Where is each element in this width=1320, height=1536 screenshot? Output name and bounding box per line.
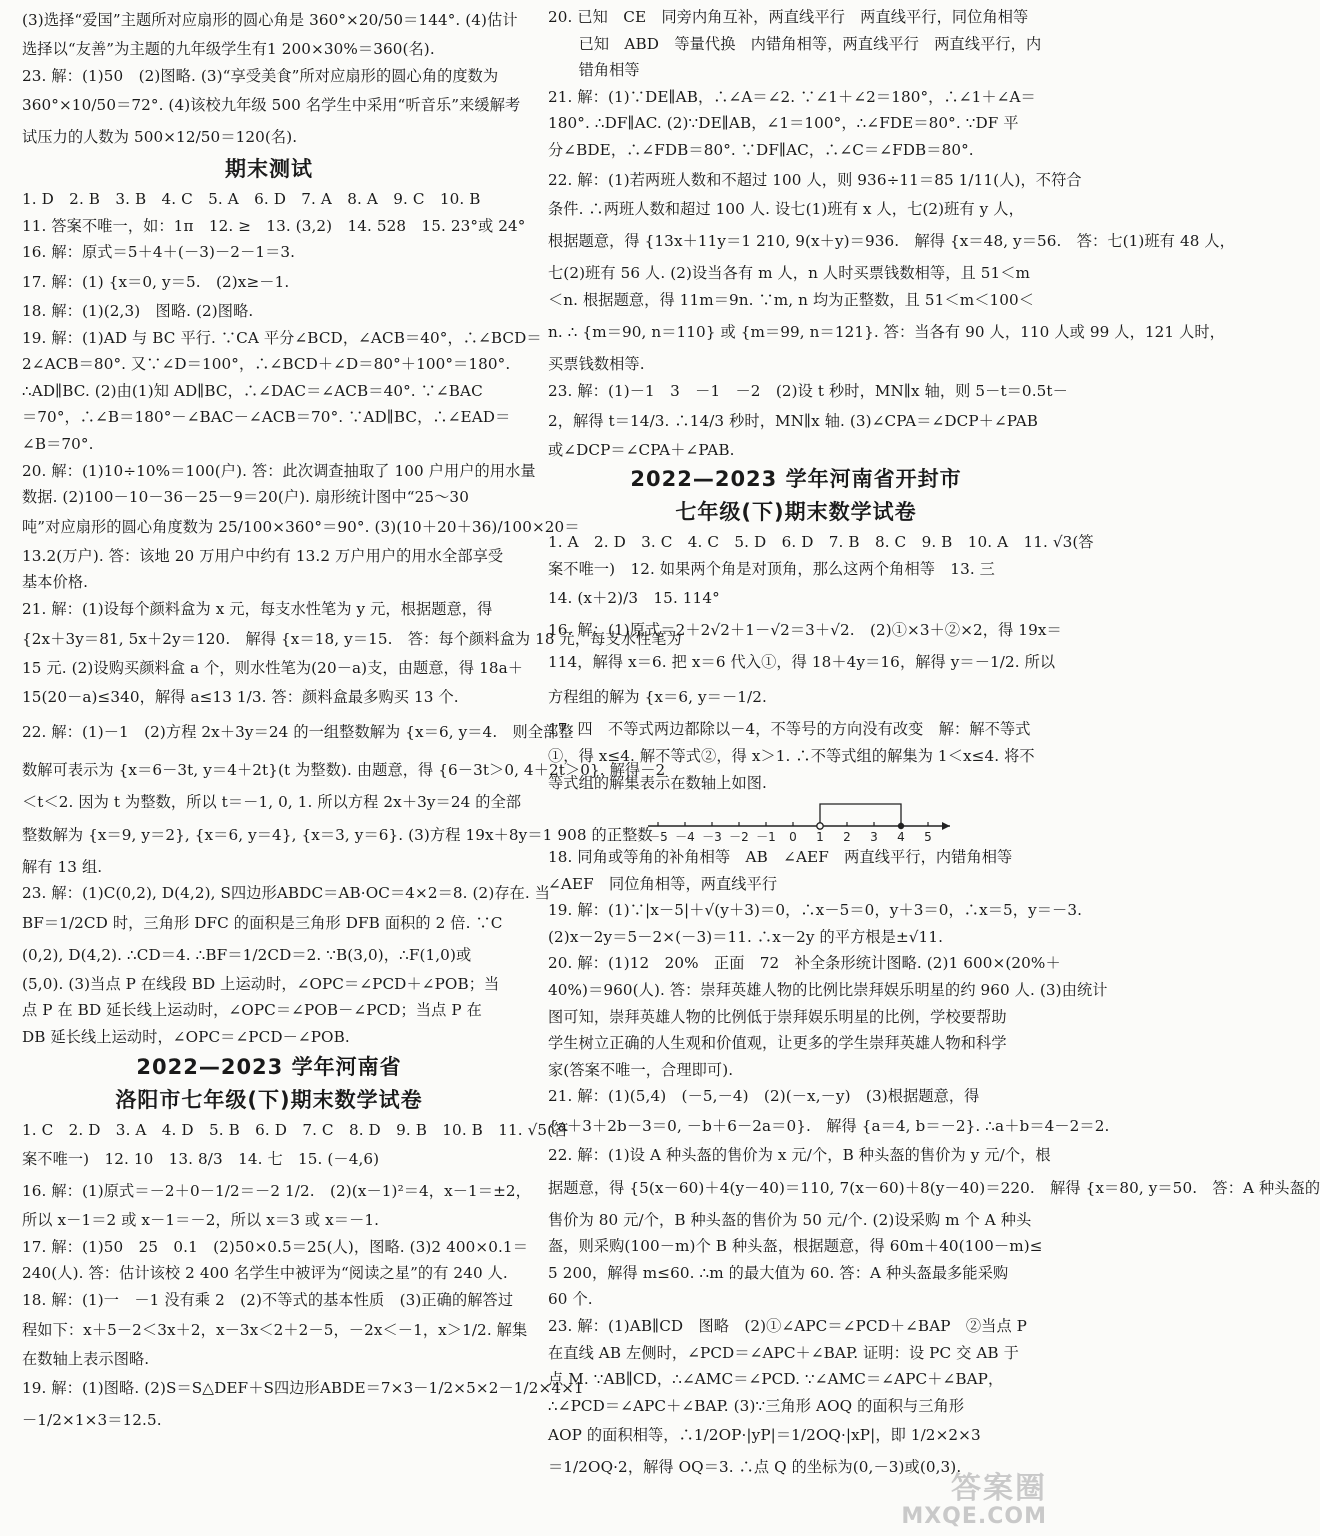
text-line: 17. 四 不等式两边都除以－4，不等号的方向没有改变 解：解不等式 [548,720,1031,739]
text-line: 家(答案不唯一，合理即可). [548,1060,734,1079]
number-line-tick-label: 1 [816,830,824,845]
text-line: 240(人). 答：估计该校 2 400 名学生中被评为“阅读之星”的有 240 人. [22,1264,508,1283]
text-line: (0,2), D(4,2). ∴CD＝4. ∴BF＝1/2CD＝2. ∵B(3,0)，∴F(1,0)或 [22,945,472,964]
number-line-svg [646,798,956,844]
text-line: 21. 解：(1)设每个颜料盒为 x 元，每支水性笔为 y 元，根据题意，得 [22,599,493,618]
watermark-url: MXQE.COM [901,1503,1047,1529]
number-line-tick-label: －5 [648,830,668,845]
text-line: 学生树立正确的人生观和价值观，让更多的学生崇拜英雄人物和科学 [548,1034,1007,1053]
section-title-final-test: 期末测试 [225,157,313,182]
text-line: 买票钱数相等. [548,355,645,374]
text-line: 条件. ∴两班人数和超过 100 人. 设七(1)班有 x 人，七(2)班有 y 人， [548,199,1024,218]
number-line-tick-label: －1 [756,830,776,845]
number-line-tick-label: 3 [870,830,878,845]
text-line: 选择以“友善”为主题的九年级学生有1 200×30%＝360(名). [22,40,435,58]
text-line: 22. 解：(1)设 A 种头盔的售价为 x 元/个，B 种头盔的售价为 y 元/个，根 [548,1146,1051,1165]
text-line: 所以 x－1＝2 或 x－1＝－2，所以 x＝3 或 x＝－1. [22,1211,380,1230]
section-title-luoyang-line2: 洛阳市七年级(下)期末数学试卷 [115,1087,423,1112]
text-line: 40%)＝960(人). 答：崇拜英雄人物的比例比崇拜娱乐明星的约 960 人. (3)由统计 [548,981,1108,1000]
text-line: 售价为 80 元/个，B 种头盔的售价为 50 元/个. (2)设采购 m 个 A 种头 [548,1210,1032,1229]
text-line: ①，得 x≤4. 解不等式②，得 x＞1. ∴不等式组的解集为 1＜x≤4. 将不 [548,746,1035,765]
text-line: 在数轴上表示图略. [22,1349,150,1368]
text-line: ∠AEF 同位角相等，两直线平行 [548,874,778,893]
text-line: 23. 解：(1)AB∥CD 图略 (2)①∠APC＝∠PCD＋∠BAP ②当点 P [548,1317,1027,1335]
text-line: 2，解得 t＝14/3. ∴14/3 秒时，MN∥x 轴. (3)∠CPA＝∠DCP＋∠PAB [548,411,1039,430]
text-line: 22. 解：(1)－1 (2)方程 2x＋3y＝24 的一组整数解为 {x＝6, y＝4. 则全部整 [22,723,574,742]
site-watermark [901,1473,1047,1528]
text-line: 18. 同角或等角的补角相等 AB ∠AEF 两直线平行，内错角相等 [548,848,1013,867]
text-line: 点 M. ∵AB∥CD，∴∠AMC＝∠PCD. ∵∠AMC＝∠APC＋∠BAP， [548,1370,1004,1389]
text-line: 解有 13 组. [22,857,103,876]
text-line: 23. 解：(1)50 (2)图略. (3)“享受美食”所对应扇形的圆心角的度数为 [22,66,499,85]
text-line: 15 元. (2)设购买颜料盒 a 个，则水性笔为(20－a)支，由题意，得 18a＋ [22,658,524,677]
text-line: －1/2×1×3＝12.5. [22,1411,162,1430]
number-line-arrow-icon [942,822,950,830]
text-line: 盔，则采购(100－m)个 B 种头盔，根据题意，得 60m＋40(100－m)≤ [548,1237,1043,1256]
number-line-tick-label: －4 [675,830,695,845]
text-line: 360°×10/50＝72°. (4)该校九年级 500 名学生中采用“听音乐”来缓解考 [22,96,521,115]
text-line: 5 200，解得 m≤60. ∴m 的最大值为 60. 答：A 种头盔最多能采购 [548,1263,1009,1282]
text-line: 整数解为 {x＝9, y＝2}, {x＝6, y＝4}, {x＝3, y＝6}. (3)方程 19x＋8y＝1 908 的正整数 [22,825,653,844]
text-line: 21. 解：(1)∵DE∥AB，∴∠A＝∠2. ∵∠1＋∠2＝180°，∴∠1＋∠A＝ [548,87,1036,106]
text-line: 18. 解：(1)一 －1 没有乘 2 (2)不等式的基本性质 (3)正确的解答过 [22,1291,514,1310]
text-line: 20. 解：(1)10÷10%＝100(户). 答：此次调查抽取了 100 户用户的用水量 [22,461,536,480]
text-line: 21. 解：(1)(5,4) (－5,－4) (2)(－x,－y) (3)根据题意，得 [548,1087,980,1106]
text-line: 19. 解：(1)图略. (2)S＝S△DEF＋S四边形ABDE＝7×3－1/2×5×2－1/2×4×1 [22,1379,584,1398]
text-line: n. ∴ {m＝90, n＝110} 或 {m＝99, n＝121}. 答：当各有 90 人，110 人或 99 人，121 人时， [548,323,1225,342]
text-line: 分∠BDE，∴∠FDB＝80°. ∵DF∥AC，∴∠C＝∠FDB＝80°. [548,140,974,159]
text-line: 1. C 2. D 3. A 4. D 5. B 6. D 7. C 8. D 9. B 10. B 11. √5(答 [22,1120,569,1139]
block-kaifeng-b [548,844,1320,1483]
text-line: 试压力的人数为 500×12/50＝120(名). [22,128,298,147]
section-title-luoyang-line1: 2022—2023 学年河南省 [136,1054,402,1079]
text-line: 已知 ABD 等量代换 内错角相等，两直线平行 两直线平行，内 [548,34,1042,53]
text-line: 11. 答案不唯一，如：1π 12. ≥ 13. (3,2) 14. 528 15. 23°或 24° [22,216,526,235]
text-line: ∴∠PCD＝∠APC＋∠BAP. (3)∵三角形 AOQ 的面积与三角形 [548,1396,965,1415]
text-line: 15(20－a)≤340，解得 a≤13 1/3. 答：颜料盒最多购买 13 个. [22,688,459,707]
text-line: DB 延长线上运动时，∠OPC＝∠PCD－∠POB. [22,1028,350,1047]
text-line: 数据. (2)100－10－36－25－9＝20(户). 扇形统计图中“25～30 [22,488,469,507]
text-line: 图可知，崇拜英雄人物的比例低于崇拜娱乐明星的比例，学校要帮助 [548,1007,1007,1026]
number-line-tick-label: 0 [789,830,797,845]
text-line: 基本价格. [22,573,89,592]
number-line-tick-label: 2 [843,830,851,845]
text-line: 17. 解：(1)50 25 0.1 (2)50×0.5＝25(人)，图略. (3)2 400×0.1＝ [22,1237,528,1256]
closed-endpoint [898,823,904,829]
number-line-tick-label: 5 [924,830,932,845]
number-line-figure [548,798,1044,844]
text-line: 19. 解：(1)AD 与 BC 平行. ∵CA 平分∠BCD，∠ACB＝40°，∴∠BCD＝ [22,328,542,347]
solution-set-bracket [820,804,901,826]
text-line: (2)x－2y＝5－2×(－3)＝11. ∴x－2y 的平方根是±√11. [548,927,944,946]
text-line: {a＋3＋2b－3＝0, －b＋6－2a＝0}. 解得 {a＝4, b＝－2}. ∴a＋b＝4－2＝2. [548,1117,1110,1136]
text-line: 18. 解：(1)(2,3) 图略. (2)图略. [22,301,254,320]
open-endpoint [817,823,823,829]
text-line: 案不唯一) 12. 如果两个角是对顶角，那么这两个角相等 13. 三 [548,559,995,578]
text-line: 1. A 2. D 3. C 4. C 5. D 6. D 7. B 8. C 9. B 10. A 11. √3(答 [548,533,1094,552]
text-line: ＜n. 根据题意，得 11m＝9n. ∵m, n 均为正整数，且 51＜m＜100＜ [548,290,1035,309]
text-line: 案不唯一) 12. 10 13. 8/3 14. 七 15. (－4,6) [22,1150,380,1169]
text-line: 1. D 2. B 3. B 4. C 5. A 6. D 7. A 8. A 9. C 10. B [22,190,481,209]
text-line: 23. 解：(1)C(0,2), D(4,2), S四边形ABDC＝AB·OC＝4×2＝8. (2)存在. 当 [22,884,551,903]
text-line: 等式组的解集表示在数轴上如图. [548,773,767,792]
text-line: 16. 解：(1)原式＝－2＋0－1/2＝－2 1/2. (2)(x－1)²＝4，x－1＝±2， [22,1182,531,1201]
text-line: 数解可表示为 {x＝6－3t, y＝4＋2t}(t 为整数). 由题意，得 {6－3t＞0, 4＋2t＞0}. 解得－2 [22,761,666,780]
text-line: 在直线 AB 左侧时，∠PCD＝∠APC＋∠BAP. 证明：设 PC 交 AB 于 [548,1343,1019,1362]
text-line: 16. 解：原式＝5＋4＋(－3)－2－1＝3. [22,243,296,262]
text-line: 22. 解：(1)若两班人数和不超过 100 人，则 936÷11＝85 1/11(人)，不符合 [548,170,1082,189]
text-line: 或∠DCP＝∠CPA＋∠PAB. [548,440,735,459]
section-title-kaifeng-line1: 2022—2023 学年河南省开封市 [630,467,962,492]
text-line: 180°. ∴DF∥AC. (2)∵DE∥AB，∠1＝100°，∴∠FDE＝80°. ∵DF 平 [548,114,1019,133]
text-line: BF＝1/2CD 时，三角形 DFC 的面积是三角形 DFB 面积的 2 倍. ∵C [22,913,503,932]
text-line: 2∠ACB＝80°. 又∵∠D＝100°，∴∠BCD＋∠D＝80°＋100°＝180°. [22,355,511,374]
text-line: 14. (x＋2)/3 15. 114° [548,589,720,608]
text-line: 七(2)班有 56 人. (2)设当各有 m 人，n 人时买票钱数相等，且 51＜m [548,264,1031,283]
text-line: (3)选择“爱国”主题所对应扇形的圆心角是 360°×20/50＝144°. (4)估计 [22,11,518,29]
block-kaifeng-a [548,529,1094,796]
text-line: 方程组的解为 {x＝6, y＝－1/2. [548,688,767,707]
text-line: {2x＋3y＝81, 5x＋2y＝120. 解得 {x＝18, y＝15. 答：每个颜料盒为 18 元，每支水性笔为 [22,629,682,648]
text-line: 114，解得 x＝6. 把 x＝6 代入①，得 18＋4y＝16，解得 y＝－1/2. 所以 [548,653,1056,672]
text-line: 19. 解：(1)∵|x－5|＋√(y＋3)＝0，∴x－5＝0，y＋3＝0，∴x＝5，y＝－3. [548,901,1083,920]
text-line: 23. 解：(1)－1 3 －1 －2 (2)设 t 秒时，MN∥x 轴，则 5－t＝0.5t－ [548,381,1068,400]
text-line: ＝1/2OQ·2，解得 OQ＝3. ∴点 Q 的坐标为(0,－3)或(0,3). [548,1458,962,1477]
number-line-tick-label: 4 [897,830,905,845]
text-line: 吨”对应扇形的圆心角度数为 25/100×360°＝90°. (3)(10＋20＋36)/100×20＝ [22,517,580,536]
text-line: ∠B＝70°. [22,434,94,453]
block-top-right [548,4,1235,463]
text-line: 13.2(万户). 答：该地 20 万用户中约有 13.2 万户用户的用水全部享受 [22,546,504,565]
number-line-tick-label: －2 [729,830,749,845]
text-line: (5,0). (3)当点 P 在线段 BD 上运动时，∠OPC＝∠PCD＋∠POB；当 [22,974,500,993]
text-line: 据题意，得 {5(x－60)＋4(y－40)＝110, 7(x－60)＋8(y－40)＝220. 解得 {x＝80, y＝50. 答：A 种头盔的 [548,1178,1320,1197]
text-line: 16. 解：(1)原式＝2＋2√2＋1－√2＝3＋√2. (2)①×3＋②×2，得 19x＝ [548,621,1062,640]
text-line: 20. 解：(1)12 20% 正面 72 补全条形统计图略. (2)1 600×(20%＋ [548,954,1061,973]
text-line: 17. 解：(1) {x＝0, y＝5. (2)x≥－1. [22,272,290,291]
text-line: 根据题意，得 {13x＋11y＝1 210, 9(x＋y)＝936. 解得 {x＝48, y＝56. 答：七(1)班有 48 人， [548,232,1235,251]
text-line: ∴AD∥BC. (2)由(1)知 AD∥BC，∴∠DAC＝∠ACB＝40°. ∵∠BAC [22,381,483,400]
right-column [548,4,1320,1483]
text-line: AOP 的面积相等，∴1/2OP·|yP|＝1/2OQ·|xP|，即 1/2×2×3 [548,1426,981,1445]
text-line: ＜t＜2. 因为 t 为整数，所以 t＝－1, 0, 1. 所以方程 2x＋3y＝24 的全部 [22,793,522,812]
number-line-tick-label: －3 [702,830,722,845]
text-line: 20. 已知 CE 同旁内角互补，两直线平行 两直线平行，同位角相等 [548,8,1029,26]
text-line: 60 个. [548,1290,593,1309]
text-line: ＝70°，∴∠B＝180°－∠BAC－∠ACB＝70°. ∵AD∥BC，∴∠EAD＝ [22,408,511,427]
text-line: 点 P 在 BD 延长线上运动时，∠OPC＝∠POB－∠PCD；当点 P 在 [22,1001,482,1020]
watermark-logo-text: 答案圈 [951,1471,1047,1507]
text-line: 程如下：x＋5－2＜3x＋2，x－3x＜2＋2－5，－2x＜－1，x＞1/2. 解集 [22,1320,528,1339]
section-title-kaifeng-line2: 七年级(下)期末数学试卷 [675,500,917,525]
text-line: 错角相等 [548,61,640,80]
block-top-left [22,4,521,153]
